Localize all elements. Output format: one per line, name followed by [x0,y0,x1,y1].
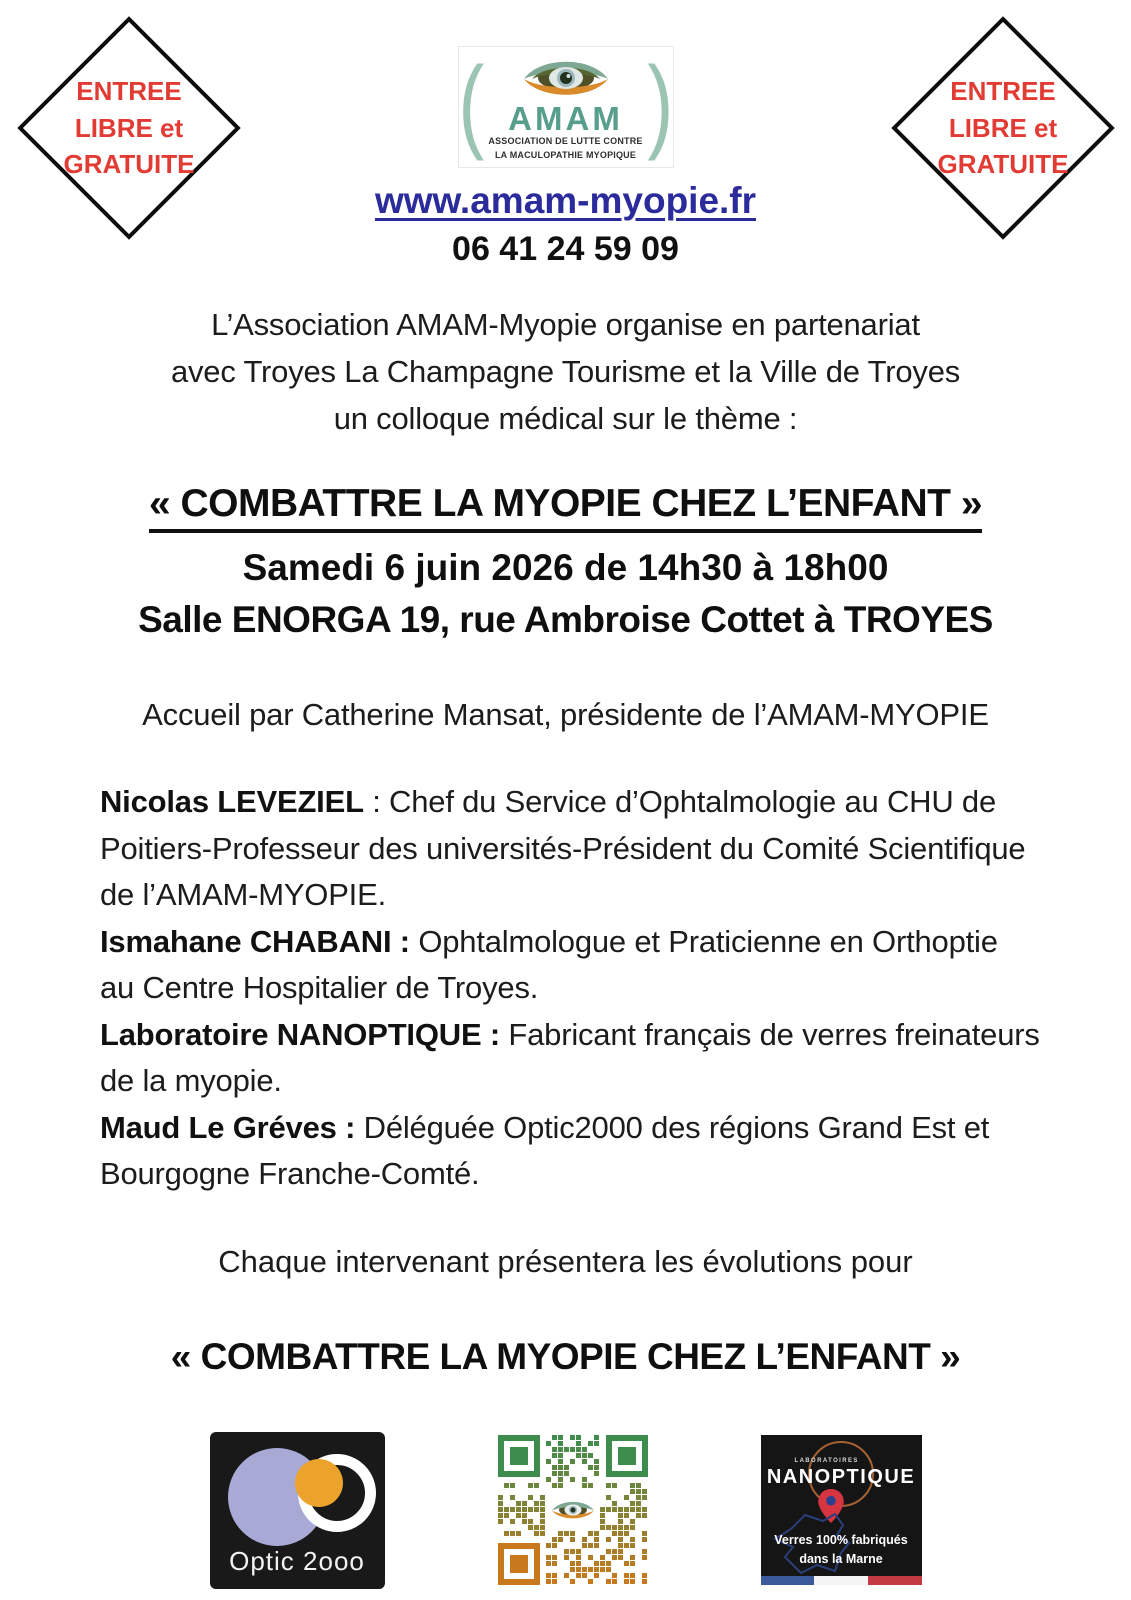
badge-line: GRATUITE [937,149,1069,180]
flag-blue [761,1576,815,1585]
speaker-description: Fabricant français de verres freinateurs de la myopie. [100,1016,1040,1099]
speaker-name: Ismahane CHABANI : [100,923,410,959]
nanoptique-caption-line1: Verres 100% fabriqués [774,1533,908,1548]
speaker-name: Maud Le Gréves : [100,1109,356,1145]
badge-line: GRATUITE [63,149,195,180]
logo-paren-left-icon: ( [458,46,485,162]
speakers-list [100,779,1040,1198]
speaker-description: Déléguée Optic2000 des régions Grand Est et Bourgogne Franche-Comté. [100,1109,990,1192]
intro-line: L’Association AMAM-Myopie organise en partenariat [211,307,920,342]
website-link[interactable]: www.amam-myopie.fr [374,180,757,221]
closing-title: « COMBATTRE LA MYOPIE CHEZ L’ENFANT » [170,1335,961,1377]
free-entry-badge-left [50,49,208,207]
optic2000-logo [210,1432,385,1589]
free-entry-badge-text [36,35,222,221]
badge-line: LIBRE et [948,112,1058,143]
partner-logos [0,1428,1131,1593]
free-entry-badge-text [910,35,1096,221]
badge-line: LIBRE et [74,112,184,143]
event-location: Salle ENORGA 19, rue Ambroise Cottet à TROYES [138,599,993,641]
intro-line: avec Troyes La Champagne Tourisme et la Ville de Troyes [170,354,961,390]
flag-red [868,1576,922,1585]
speaker-item [100,1012,1040,1105]
event-datetime: Samedi 6 juin 2026 de 14h30 à 18h00 [242,547,889,589]
nanoptique-caption-line2: dans la Marne [799,1552,883,1567]
amam-logo [458,46,674,168]
flag-white [814,1576,868,1585]
qr-center-eye-icon [549,1496,597,1524]
nanoptique-caption [761,1531,922,1569]
speaker-item [100,919,1040,1012]
closing-line: Chaque intervenant présentera les évolutions pour [218,1243,913,1279]
intro-paragraph [0,301,1131,442]
phone-number: 06 41 24 59 09 [452,230,679,268]
nanoptique-laboratoires-label: LABORATOIRES [794,1458,859,1465]
badge-line: ENTREE [76,75,182,106]
qr-code [489,1428,657,1593]
speaker-item [100,1105,1040,1198]
optic2000-wordmark: Optic 2ooo [229,1545,365,1576]
nanoptique-logo [761,1435,922,1585]
event-title [0,482,1131,533]
amam-logo-center [488,52,642,161]
free-entry-badge-right [924,49,1082,207]
event-title-text: « COMBATTRE LA MYOPIE CHEZ L’ENFANT » [149,482,982,533]
eye-icon [518,52,614,104]
amam-wordmark: AMAM [508,100,623,138]
speaker-name: Laboratoire NANOPTIQUE : [100,1016,500,1052]
speaker-description: : Chef du Service d’Ophtalmologie au CHU de Poitiers-Professeur des universités-Président du Comité Scientifique de l’AMAM-MYOPIE. [100,784,1026,913]
welcome-line: Accueil par Catherine Mansat, présidente de l’AMAM-MYOPIE [142,697,989,733]
french-flag-stripe [761,1576,922,1585]
speaker-name: Nicolas LEVEZIEL [100,784,364,820]
intro-line: un colloque médical sur le thème : [333,401,798,437]
speaker-description: Ophtalmologue et Praticienne en Orthoptie au Centre Hospitalier de Troyes. [100,923,998,1006]
badge-line: ENTREE [950,75,1056,106]
optic2000-orange-circle [295,1459,343,1507]
speaker-item [100,779,1040,919]
amam-tagline-line1: ASSOCIATION DE LUTTE CONTRE [488,136,643,147]
logo-paren-right-icon: ) [646,46,673,162]
nanoptique-wordmark: NANOPTIQUE [766,1466,916,1489]
amam-tagline-line2: LA MACULOPATHIE MYOPIQUE [494,149,637,160]
